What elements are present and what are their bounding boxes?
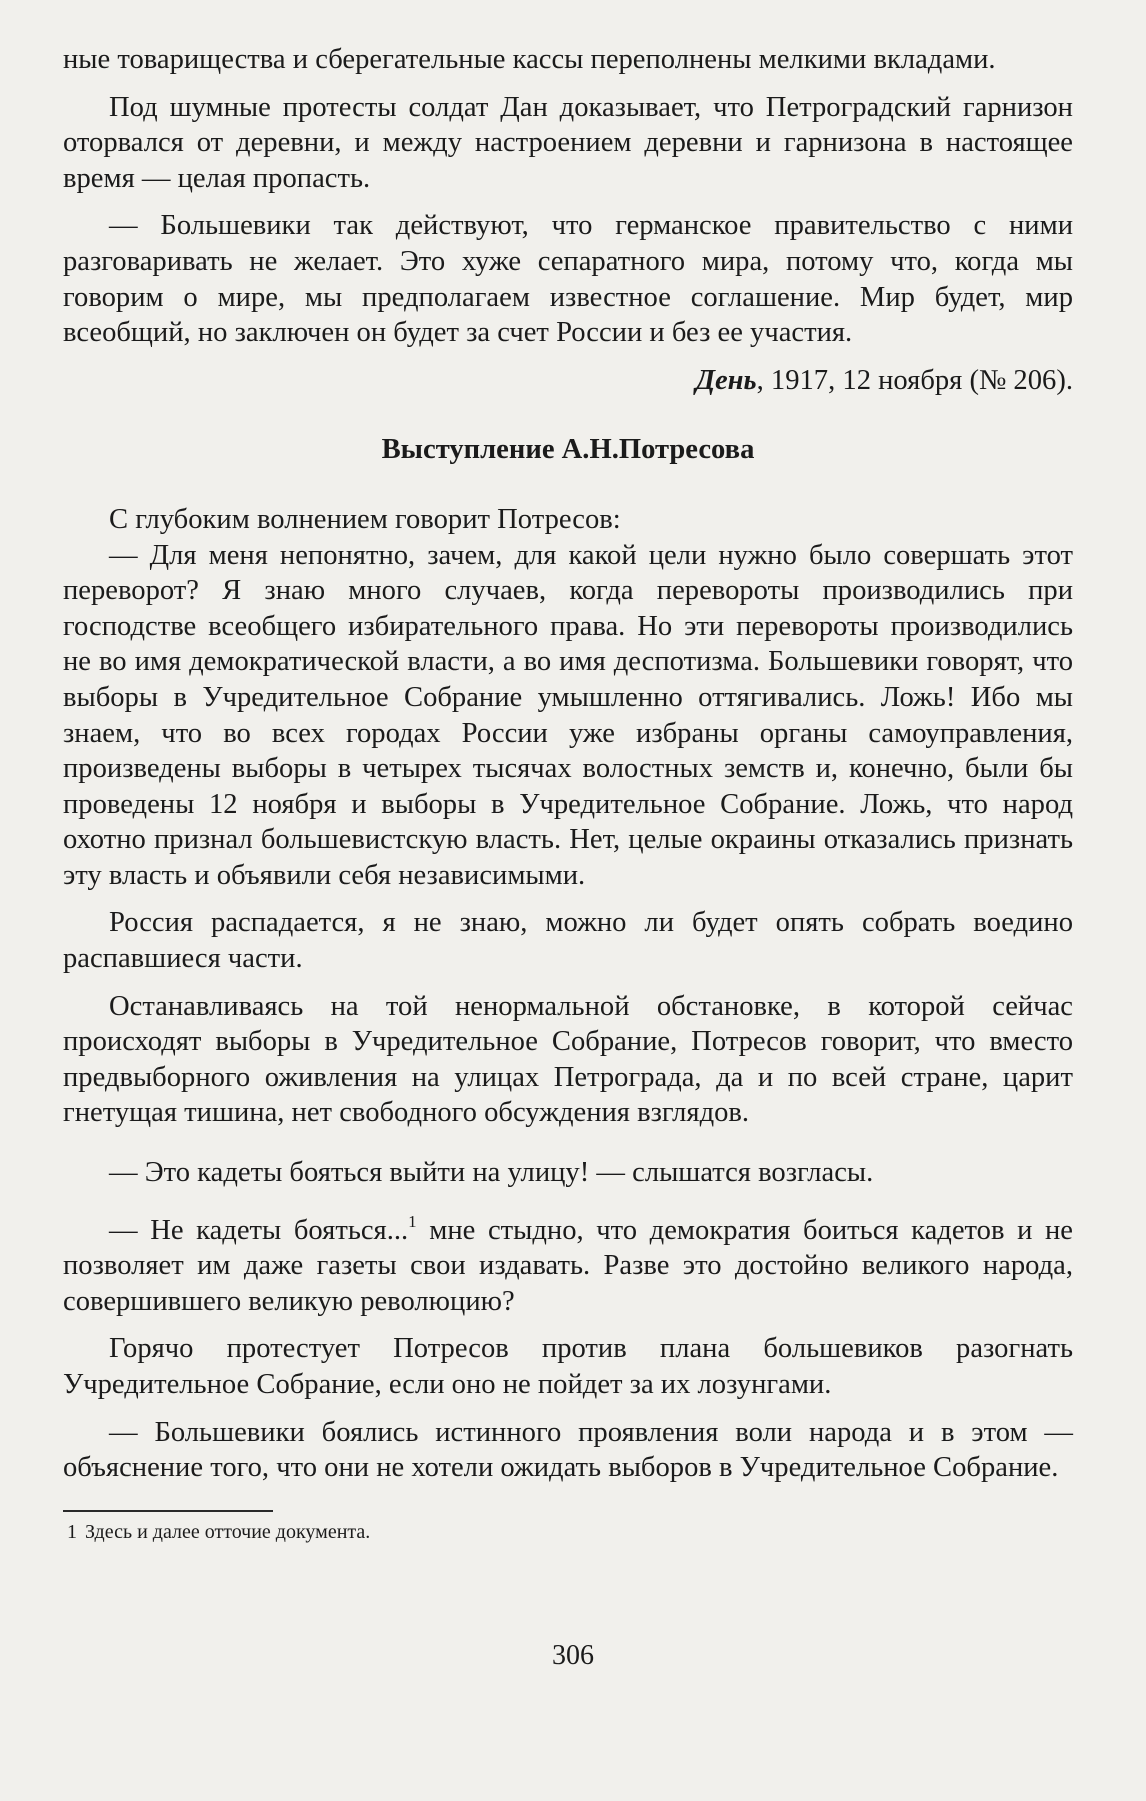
paragraph-russia: Россия распадается, я не знаю, можно ли будет опять собрать воедино распавшиеся части. bbox=[63, 907, 1073, 975]
section-heading: Выступление А.Н.Потресова bbox=[381, 434, 755, 466]
footnote-reference: 1 bbox=[408, 1211, 417, 1231]
paragraph-reply bbox=[63, 1213, 1073, 1320]
footnote bbox=[63, 1518, 1073, 1546]
footnote-text: Здесь и далее отточие документа. bbox=[85, 1520, 371, 1543]
source-citation bbox=[63, 363, 1073, 399]
footnote-mark: 1 bbox=[67, 1520, 77, 1543]
paragraph-dan-argument: Под шумные протесты солдат Дан доказывает, что Петроградский гарнизон оторвался от деревни, и между настроением деревни и гарнизона в настоящее время — целая пропасть. bbox=[63, 91, 1073, 194]
paragraph-cadets-shout: — Это кадеты бояться выйти на улицу! — слышатся возгласы. bbox=[109, 1157, 874, 1189]
reply-rest: мне стыдно, что демократия боиться кадетов и не позволяет им даже газеты свои издавать. Разве это достойно великого народа, совершившего великую революцию? bbox=[63, 1214, 1073, 1317]
page-body bbox=[63, 42, 1073, 1546]
reply-start: — Не кадеты бояться... bbox=[109, 1214, 409, 1246]
footnote-divider bbox=[63, 1510, 273, 1512]
page-number: 306 bbox=[552, 1640, 594, 1671]
paragraph-elections: Останавливаясь на той ненормальной обстановке, в которой сейчас происходят выборы в Учредительное Собрание, Потресов говорит, что вместо предвыборного оживления на улицах Петрограда, да и по всей стране, царит гнетущая тишина, нет свободного обсуждения взглядов. bbox=[63, 990, 1073, 1129]
paragraph-intro: С глубоким волнением говорит Потресов: bbox=[109, 503, 621, 535]
paragraph-speech: — Для меня непонятно, зачем, для какой цели нужно было совершать этот переворот? Я знаю много случаев, когда перевороты производились при господстве всеобщего избирательного права. Но эти перевороты производились не во имя демократической власти, а во имя деспотизма. Большевики говорят, что выборы в Учредительное Собрание умышленно оттягивались. Ложь! Ибо мы знаем, что во всех городах России уже избраны органы самоуправления, произведены выборы в четырех тысячах волостных земств и, конечно, были бы проведены 12 ноября и выборы в Учредительное Собрание. Ложь, что народ охотно признал большевистскую власть. Нет, целые окраины отказались признать эту власть и объявили себя независимыми. bbox=[63, 539, 1073, 891]
source-newspaper-name: День bbox=[695, 364, 757, 396]
paragraph-continuation: ные товарищества и сберегательные кассы переполнены мелкими вкладами. bbox=[63, 44, 996, 75]
paragraph-dan-quote: — Большевики так действуют, что германское правительство с ними разговаривать не желает. Это хуже сепаратного мира, потому что, когда мы говорим о мире, мы предполагаем известное соглашение. Мир будет, мир всеобщий, но заключен он будет за счет России и без ее участия. bbox=[63, 210, 1073, 349]
paragraph-final: — Большевики боялись истинного проявления воли народа и в этом — объяснение того, что они не хотели ожидать выборов в Учредительное Собрание. bbox=[63, 1416, 1073, 1484]
source-details: , 1917, 12 ноября (№ 206). bbox=[756, 364, 1073, 396]
paragraph-protest: Горячо протестует Потресов против плана большевиков разогнать Учредительное Собрание, если оно не пойдет за их лозунгами. bbox=[63, 1333, 1073, 1400]
